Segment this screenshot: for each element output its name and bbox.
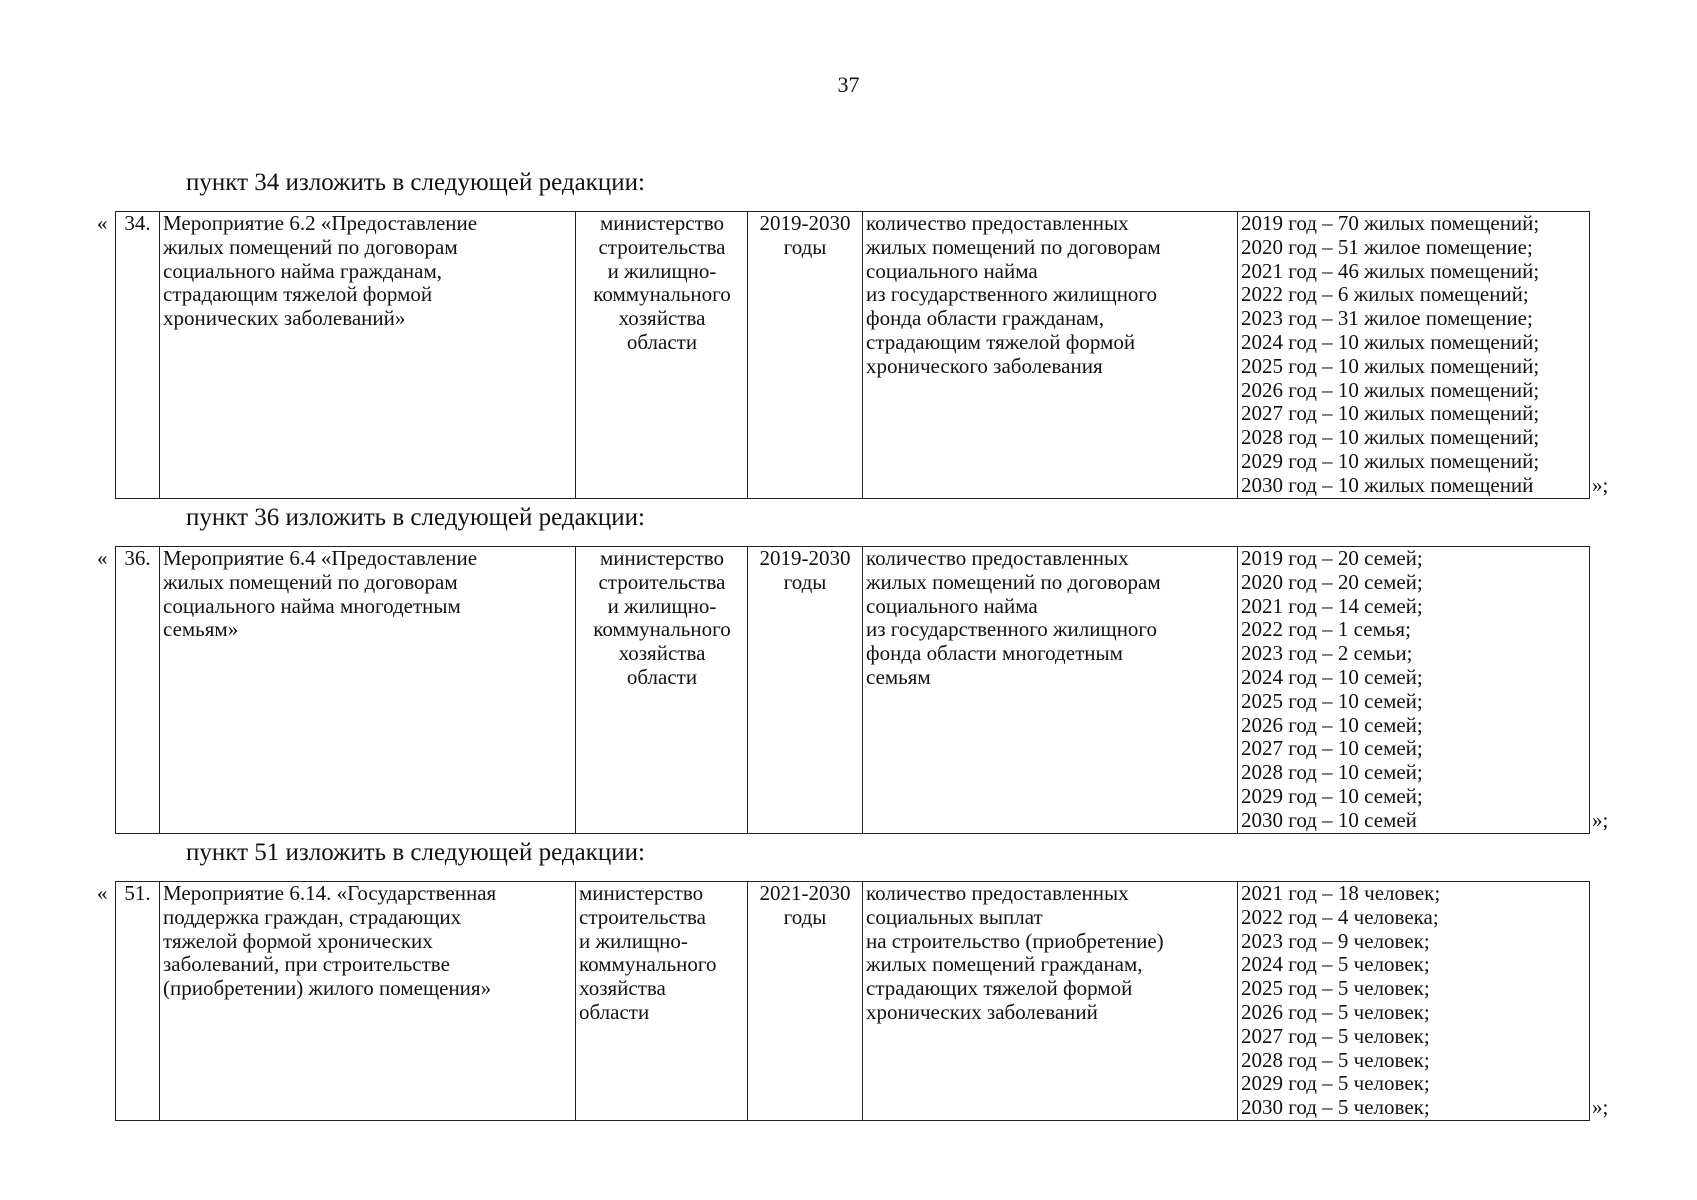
indicator-line: хронических заболеваний — [866, 999, 1098, 1024]
measure-line: жилых помещений по договорам — [163, 234, 458, 259]
measure-line: жилых помещений по договорам — [163, 569, 458, 594]
table-item-51 — [115, 881, 1590, 1121]
indicator-line: социального найма — [866, 258, 1038, 283]
table-row — [116, 882, 1590, 1121]
section-intro-36: пункт 36 изложить в следующей редакции: — [186, 504, 645, 531]
measure-line: заболеваний, при строительстве — [163, 952, 450, 977]
values-line: 2025 год – 10 семей; — [1241, 688, 1423, 713]
responsible-cell — [576, 212, 748, 499]
values-cell — [1238, 547, 1590, 834]
open-quote-36: « — [97, 546, 108, 570]
values-line: 2030 год – 5 человек; — [1241, 1095, 1430, 1120]
responsible-line: строительства — [598, 234, 726, 259]
section-intro-34: пункт 34 изложить в следующей редакции: — [186, 169, 645, 196]
indicator-line: фонда области многодетным — [866, 641, 1123, 666]
open-quote-34: « — [97, 211, 108, 235]
indicator-line: фонда области гражданам, — [866, 306, 1105, 331]
table-row — [116, 212, 1590, 499]
responsible-line: и жилищно- — [607, 258, 717, 283]
years-cell — [748, 547, 863, 834]
responsible-cell — [576, 882, 748, 1121]
values-line: 2030 год – 10 жилых помещений — [1241, 472, 1534, 497]
indicator-line: семьям — [866, 664, 931, 689]
responsible-cell — [576, 547, 748, 834]
values-line: 2029 год – 10 семей; — [1241, 783, 1423, 808]
table-row — [116, 547, 1590, 834]
measure-line: Мероприятие 6.2 «Предоставление — [163, 211, 478, 235]
responsible-line: коммунального — [579, 952, 717, 977]
years-line: годы — [783, 904, 827, 929]
years-line: 2019-2030 — [759, 211, 851, 235]
responsible-line: министерство — [599, 211, 725, 235]
values-line: 2025 год – 10 жилых помещений; — [1241, 353, 1540, 378]
responsible-line: коммунального — [593, 282, 731, 307]
indicator-line: из государственного жилищного — [866, 282, 1158, 307]
measure-line: социального найма гражданам, — [163, 258, 442, 283]
values-line: 2022 год – 6 жилых помещений; — [1241, 282, 1529, 307]
indicator-line: социального найма — [866, 593, 1038, 618]
page-number: 37 — [837, 72, 860, 97]
measure-line: поддержка граждан, страдающих — [163, 904, 462, 929]
measure-cell — [160, 547, 576, 834]
values-line: 2019 год – 70 жилых помещений; — [1241, 211, 1540, 235]
years-line: 2021-2030 — [759, 881, 851, 905]
responsible-line: области — [626, 329, 698, 354]
measure-line: тяжелой формой хронических — [163, 928, 433, 953]
indicator-cell — [863, 212, 1238, 499]
values-line: 2025 год – 5 человек; — [1241, 976, 1430, 1001]
indicator-line: из государственного жилищного — [866, 617, 1158, 642]
measure-line: Мероприятие 6.4 «Предоставление — [163, 546, 478, 570]
years-cell — [748, 212, 863, 499]
values-line: 2027 год – 5 человек; — [1241, 1023, 1430, 1048]
responsible-line: и жилищно- — [607, 593, 717, 618]
years-line: годы — [783, 234, 827, 259]
values-line: 2024 год – 10 жилых помещений; — [1241, 329, 1540, 354]
indicator-line: на строительство (приобретение) — [866, 928, 1164, 953]
indicator-cell — [863, 547, 1238, 834]
responsible-line: министерство — [579, 881, 704, 905]
values-line: 2022 год – 4 человека; — [1241, 904, 1439, 929]
indicator-line: количество предоставленных — [866, 211, 1129, 235]
responsible-line: области — [626, 664, 698, 689]
indicator-cell — [863, 882, 1238, 1121]
values-line: 2029 год – 10 жилых помещений; — [1241, 448, 1540, 473]
measure-line: Мероприятие 6.14. «Государственная — [163, 881, 497, 905]
measure-cell — [160, 882, 576, 1121]
values-line: 2028 год – 10 жилых помещений; — [1241, 425, 1540, 450]
years-line: годы — [783, 569, 827, 594]
values-line: 2029 год – 5 человек; — [1241, 1071, 1430, 1096]
indicator-line: жилых помещений гражданам, — [866, 952, 1143, 977]
values-cell — [1238, 212, 1590, 499]
responsible-line: строительства — [598, 569, 726, 594]
indicator-line: количество предоставленных — [866, 546, 1129, 570]
responsible-line: области — [579, 999, 650, 1024]
values-line: 2024 год – 10 семей; — [1241, 664, 1423, 689]
item-number: 34. — [116, 212, 160, 499]
item-number: 51. — [116, 882, 160, 1121]
values-line: 2021 год – 18 человек; — [1241, 881, 1441, 905]
table-item-36 — [115, 546, 1590, 834]
table-item-34 — [115, 211, 1590, 499]
indicator-line: страдающих тяжелой формой — [866, 976, 1133, 1001]
responsible-line: министерство — [599, 546, 725, 570]
responsible-line: хозяйства — [618, 306, 706, 331]
values-line: 2028 год – 5 человек; — [1241, 1047, 1430, 1072]
values-line: 2021 год – 46 жилых помещений; — [1241, 258, 1540, 283]
indicator-line: социальных выплат — [866, 904, 1043, 929]
values-line: 2023 год – 9 человек; — [1241, 928, 1430, 953]
indicator-line: жилых помещений по договорам — [866, 234, 1161, 259]
values-line: 2028 год – 10 семей; — [1241, 760, 1423, 785]
close-quote-51: »; — [1592, 1095, 1609, 1119]
values-line: 2020 год – 51 жилое помещение; — [1241, 234, 1533, 259]
responsible-line: и жилищно- — [579, 928, 688, 953]
measure-line: страдающим тяжелой формой — [163, 282, 433, 307]
measure-line: социального найма многодетным — [163, 593, 461, 618]
values-line: 2026 год – 10 семей; — [1241, 712, 1423, 737]
values-line: 2027 год – 10 жилых помещений; — [1241, 401, 1540, 426]
measure-cell — [160, 212, 576, 499]
values-line: 2019 год – 20 семей; — [1241, 546, 1423, 570]
responsible-line: хозяйства — [579, 976, 666, 1001]
measure-line: семьям» — [163, 617, 239, 642]
indicator-line: страдающим тяжелой формой — [866, 329, 1136, 354]
values-line: 2023 год – 2 семьи; — [1241, 641, 1413, 666]
measure-line: хронических заболеваний» — [163, 306, 406, 331]
indicator-line: хронического заболевания — [866, 353, 1103, 378]
values-line: 2021 год – 14 семей; — [1241, 593, 1423, 618]
indicator-line: количество предоставленных — [866, 881, 1129, 905]
values-line: 2026 год – 5 человек; — [1241, 999, 1430, 1024]
values-line: 2027 год – 10 семей; — [1241, 736, 1423, 761]
responsible-line: хозяйства — [618, 641, 706, 666]
open-quote-51: « — [97, 881, 108, 905]
values-cell — [1238, 882, 1590, 1121]
values-line: 2022 год – 1 семья; — [1241, 617, 1411, 642]
responsible-line: строительства — [579, 904, 707, 929]
section-intro-51: пункт 51 изложить в следующей редакции: — [186, 839, 645, 866]
values-line: 2026 год – 10 жилых помещений; — [1241, 377, 1540, 402]
close-quote-36: »; — [1592, 808, 1609, 832]
measure-line: (приобретении) жилого помещения» — [163, 976, 492, 1001]
years-cell — [748, 882, 863, 1121]
item-number: 36. — [116, 547, 160, 834]
close-quote-34: »; — [1592, 473, 1609, 497]
indicator-line: жилых помещений по договорам — [866, 569, 1161, 594]
values-line: 2020 год – 20 семей; — [1241, 569, 1423, 594]
years-line: 2019-2030 — [759, 546, 851, 570]
responsible-line: коммунального — [593, 617, 731, 642]
values-line: 2023 год – 31 жилое помещение; — [1241, 306, 1533, 331]
values-line: 2024 год – 5 человек; — [1241, 952, 1430, 977]
values-line: 2030 год – 10 семей — [1241, 807, 1417, 832]
